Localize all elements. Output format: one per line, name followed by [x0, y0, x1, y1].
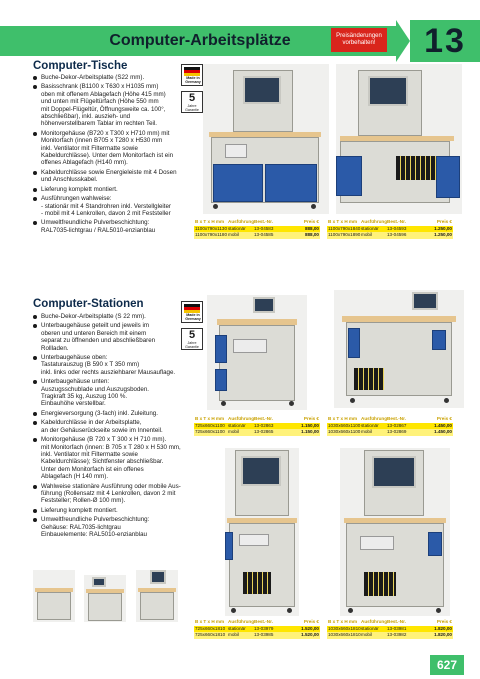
table-row: 1100x790x1180 mobil 13-04585 888,00	[195, 232, 319, 237]
page-title: Computer-Arbeitsplätze	[109, 32, 291, 49]
table-row: 725x660x1810 mobil 13-03985 1.520,00	[195, 632, 319, 637]
product-image-accessory-2	[84, 575, 126, 622]
product-image-station-4	[340, 448, 450, 616]
list-item: Lieferung komplett montiert.	[33, 186, 191, 193]
price-table-stationen-1: B x T x H mm Ausführung Best.-Nr. Preis € 725x660x1100 stationär 13-02863 1.150,00 725x660x1100 mobil 13-02865 1.150,00	[195, 416, 319, 434]
section-title-computer-tische: Computer-Tische	[33, 60, 128, 72]
table-row: 725x660x1810 stationär 13-03979 1.520,00	[195, 625, 319, 631]
chevron-right-icon	[396, 20, 410, 62]
list-item: Ausführungen wahlweise: - stationär mit 4 Standrohren inkl. Verstellgleiter - mobil mit 4 Lenkrollen, davon 2 mit Feststeller	[33, 195, 191, 217]
list-item: Lieferung komplett montiert.	[33, 507, 191, 514]
table-row: 1030x660x1810 stationär 13-03981 1.820,00	[328, 625, 452, 631]
list-item: Unterbaugehäuse oben: Tastaturauszug (B 590 x T 350 mm) inkl. links oder rechts ausziehbarer Mausauflage.	[33, 354, 191, 376]
table-row: 1030x660x1810 mobil 13-03982 1.820,00	[328, 632, 452, 637]
price-table-tische-2: B x T x H mm Ausführung Best.-Nr. Preis € 1100x790x1840 stationär 13-04593 1.250,00 1100x790x1890 mobil 13-04596 1.250,00	[328, 219, 452, 237]
list-item: Buche-Dekor-Arbeitsplatte (S 22 mm).	[33, 313, 191, 320]
table-row: 1100x790x1840 stationär 13-04593 1.250,00	[328, 225, 452, 231]
price-table-stationen-4: B x T x H mm Ausführung Best.-Nr. Preis € 1030x660x1810 stationär 13-03981 1.820,00 1030x660x1810 mobil 13-03982 1.820,00	[328, 619, 452, 637]
table-row: 1100x790x1890 mobil 13-04596 1.250,00	[328, 232, 452, 237]
guarantee-badge: 5 Jahre Garantie	[181, 91, 203, 113]
chapter-number: 13	[424, 22, 466, 60]
made-in-germany-badge: Made in Germany	[181, 301, 203, 323]
product-image-accessory-3	[136, 570, 178, 622]
price-table-stationen-3: B x T x H mm Ausführung Best.-Nr. Preis € 725x660x1810 stationär 13-03979 1.520,00 725x660x1810 mobil 13-03985 1.520,00	[195, 619, 319, 637]
list-item: Energieversorgung (3-fach) inkl. Zuleitung.	[33, 410, 191, 417]
list-item: Kabeldurchlässe sowie Energieleiste mit 4 Dosen und Anschlusskabel.	[33, 169, 191, 184]
list-item: Unterbaugehäuse geteilt und jeweils im oberen und unteren Bereich mit einem separat zu öffnenden und abschließbaren Rollladen.	[33, 322, 191, 352]
table-row: 1100x790x1130 stationär 13-04583 888,00	[195, 225, 319, 231]
price-notice-badge: Preisänderungen vorbehalten!	[331, 28, 387, 52]
table-row: 725x660x1100 mobil 13-02865 1.150,00	[195, 429, 319, 434]
list-item: Monitorgehäuse (B720 x T300 x H710 mm) mit Monitorfach (innen B705 x T280 x H530 mm inkl. Ventilator mit Filtermatte sowie Kabeldurchlässe). Unter dem Monitorfach ist ein offenes Ablagefach (H140 mm).	[33, 130, 191, 167]
list-item: Kabeldurchlässe in der Arbeitsplatte, an der Gehäuserückseite sowie im Innenteil.	[33, 419, 191, 434]
guarantee-badge: 5 Jahre Garantie	[181, 328, 203, 350]
product-image-station-2	[334, 290, 464, 408]
table-row: 1030x660x1100 mobil 13-02869 1.450,00	[328, 429, 452, 434]
list-item: Monitorgehäuse (B 720 x T 300 x H 710 mm). mit Monitorfach (innen: B 705 x T 280 x H 530 mm, inkl. Ventilator mit Filtermatte sowie Kabeldurchlässe); Sichtfenster abschließbar. Unter dem Monitorfach ist ein offenes Ablagefach (H 140 mm).	[33, 436, 191, 480]
feature-list-computer-tische	[33, 74, 191, 236]
list-item: Unterbaugehäuse unten: Auszugsschublade und Auszugsboden. Tragkraft 35 kg, Auszug 100 %. Einbauhöhe verstellbar.	[33, 378, 191, 408]
section-title-computer-stationen: Computer-Stationen	[33, 298, 144, 310]
list-item: Buche-Dekor-Arbeitsplatte (S22 mm).	[33, 74, 191, 81]
product-image-station-3	[225, 448, 299, 616]
price-table-stationen-2: B x T x H mm Ausführung Best.-Nr. Preis € 1030x660x1100 stationär 13-02867 1.450,00 1030x660x1100 mobil 13-02869 1.450,00	[328, 416, 452, 434]
product-image-computer-tisch-2	[336, 64, 462, 214]
list-item: Umweltfreundliche Pulverbeschichtung: RAL7035-lichtgrau / RAL5010-enzianblau	[33, 219, 191, 234]
page-number: 627	[430, 655, 464, 675]
feature-list-computer-stationen	[33, 313, 191, 540]
price-table-tische-1: B x T x H mm Ausführung Best.-Nr. Preis € 1100x790x1130 stationär 13-04583 888,00 1100x790x1180 mobil 13-04585 888,00	[195, 219, 319, 237]
made-in-germany-badge: Made in Germany	[181, 64, 203, 86]
list-item: Wahlweise stationäre Ausführung oder mobile Aus- führung (Rollensatz mit 4 Lenkrollen, davon 2 mit Feststeller; Rollen-Ø 100 mm).	[33, 483, 191, 505]
table-row: 1030x660x1100 stationär 13-02867 1.450,00	[328, 422, 452, 428]
list-item: Umweltfreundliche Pulverbeschichtung: Gehäuse: RAL7035-lichtgrau Einbauelemente: RAL5010-enzianblau	[33, 516, 191, 538]
product-image-accessory-1	[33, 570, 75, 622]
german-flag-icon	[184, 304, 200, 313]
list-item: Basisschrank (B1100 x T630 x H1035 mm) oben mit offenem Ablagefach (Höhe 415 mm) und unten mit Flügeltürfach (Höhe 550 mm mit Doppel-Flügeltür, Öffnungsweite ca. 100°, abschließbar), inkl. auszieh- und höhenverstellbarem Tablar im rechten Teil.	[33, 83, 191, 127]
product-image-computer-tisch-1	[203, 64, 329, 214]
product-image-station-1	[207, 295, 307, 410]
table-row: 725x660x1100 stationär 13-02863 1.150,00	[195, 422, 319, 428]
